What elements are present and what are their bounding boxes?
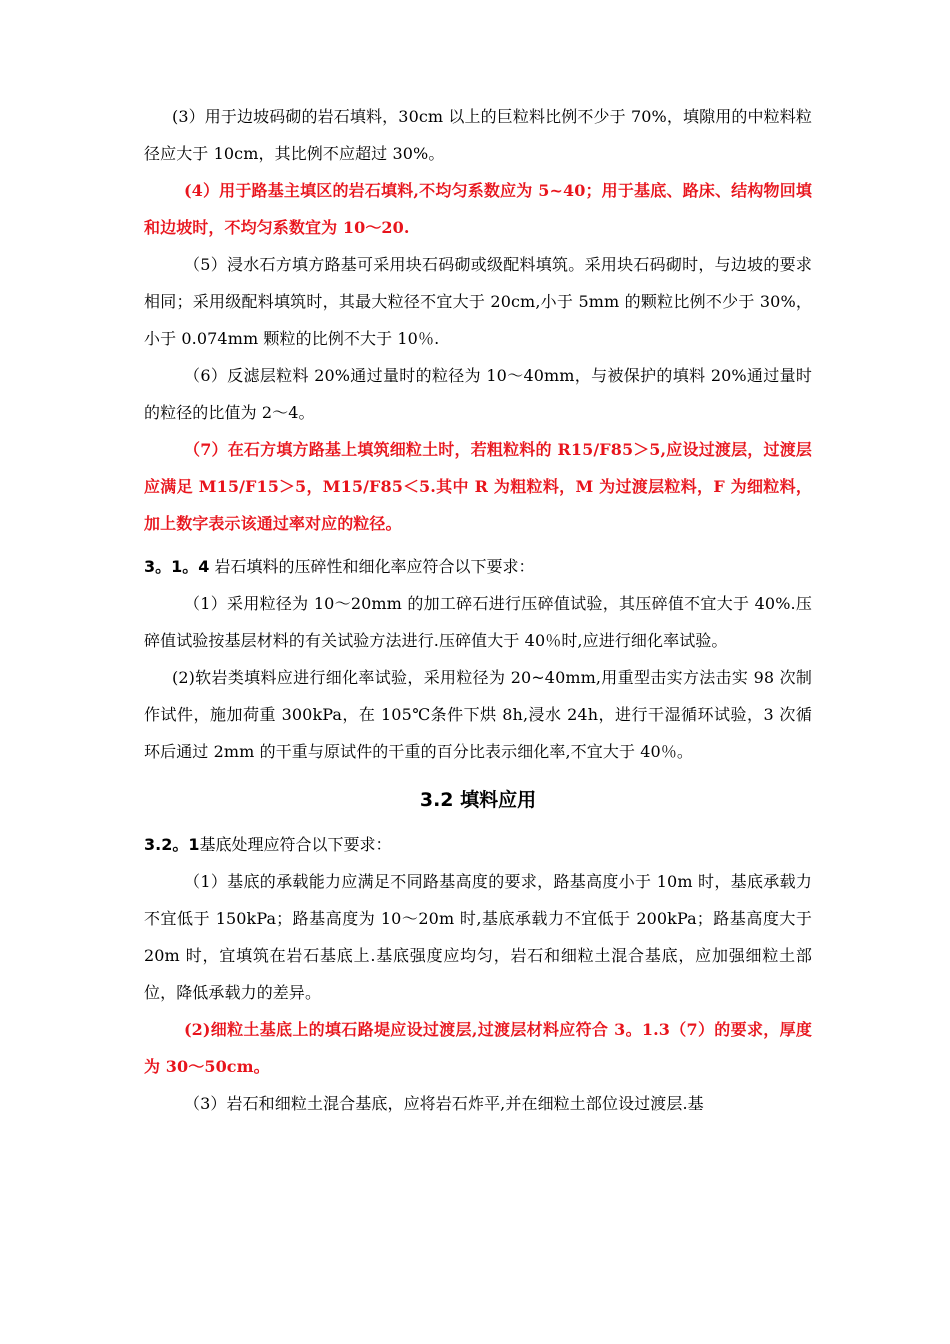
clause-3-2-1-item-2-highlight: (2)细粒土基底上的填石路堤应设过渡层,过渡层材料应符合 3。1.3（7）的要求，厚度为 30～50cm。	[144, 1020, 812, 1076]
clause-number: 3。1。4	[144, 557, 210, 576]
paragraph-6: （6）反滤层粒料 20%通过量时的粒径为 10～40mm，与被保护的填料 20%通过量时的粒径的比值为 2～4。	[144, 366, 812, 422]
clause-3-2-1-item-1: （1）基底的承载能力应满足不同路基高度的要求，路基高度小于 10m 时，基底承载力不宜低于 150kPa；路基高度为 10～20m 时,基底承载力不宜低于 200kPa；路基高度大于 20m 时，宜填筑在岩石基底上.基底强度应均匀，岩石和细粒土混合基底，应加强细粒土部位，降低承载力的差异。	[144, 872, 812, 1002]
clause-3-1-4-item-1: （1）采用粒径为 10～20mm 的加工碎石进行压碎值试验，其压碎值不宜大于 40%.压碎值试验按基层材料的有关试验方法进行.压碎值大于 40％时,应进行细化率试验。	[144, 594, 812, 650]
section-heading: 3.2 填料应用	[419, 789, 537, 811]
paragraph-7-highlight: （7）在石方填方路基上填筑细粒土时，若粗粒料的 R15/F85＞5,应设过渡层，过渡层应满足 M15/F15＞5，M15/F85＜5.其中 R 为粗粒料，M 为过渡层粒料，F 为细粒料，加上数字表示该通过率对应的粒径。	[144, 440, 812, 533]
paragraph-5: （5）浸水石方填方路基可采用块石码砌或级配料填筑。采用块石码砌时，与边坡的要求相同；采用级配料填筑时，其最大粒径不宜大于 20cm,小于 5mm 的颗粒比例不少于 30%，小于 0.074mm 颗粒的比例不大于 10％.	[144, 255, 812, 348]
clause-3-1-4-item-2: (2)软岩类填料应进行细化率试验，采用粒径为 20~40mm,用重型击实方法击实 98 次制作试件，施加荷重 300kPa，在 105℃条件下烘 8h,浸水 24h，进行干湿循环试验，3 次循环后通过 2mm 的干重与原试件的干重的百分比表示细化率,不宜大于 40％。	[144, 668, 812, 761]
document-page	[144, 98, 812, 1122]
clause-3-2-1	[144, 826, 812, 863]
clause-number: 3.2。1	[144, 835, 200, 854]
clause-text: 基底处理应符合以下要求：	[199, 835, 392, 854]
paragraph-3: (3）用于边坡码砌的岩石填料，30cm 以上的巨粒料比例不少于 70%，填隙用的中粒料粒径应大于 10cm，其比例不应超过 30%。	[144, 107, 812, 163]
clause-3-1-4	[144, 548, 812, 585]
paragraph-4-highlight: (4）用于路基主填区的岩石填料,不均匀系数应为 5~40；用于基底、路床、结构物回填和边坡时，不均匀系数宜为 10～20.	[144, 181, 812, 237]
clause-3-2-1-item-3: （3）岩石和细粒土混合基底，应将岩石炸平,并在细粒土部位设过渡层.基	[184, 1094, 704, 1113]
clause-text: 岩石填料的压碎性和细化率应符合以下要求：	[209, 557, 535, 576]
